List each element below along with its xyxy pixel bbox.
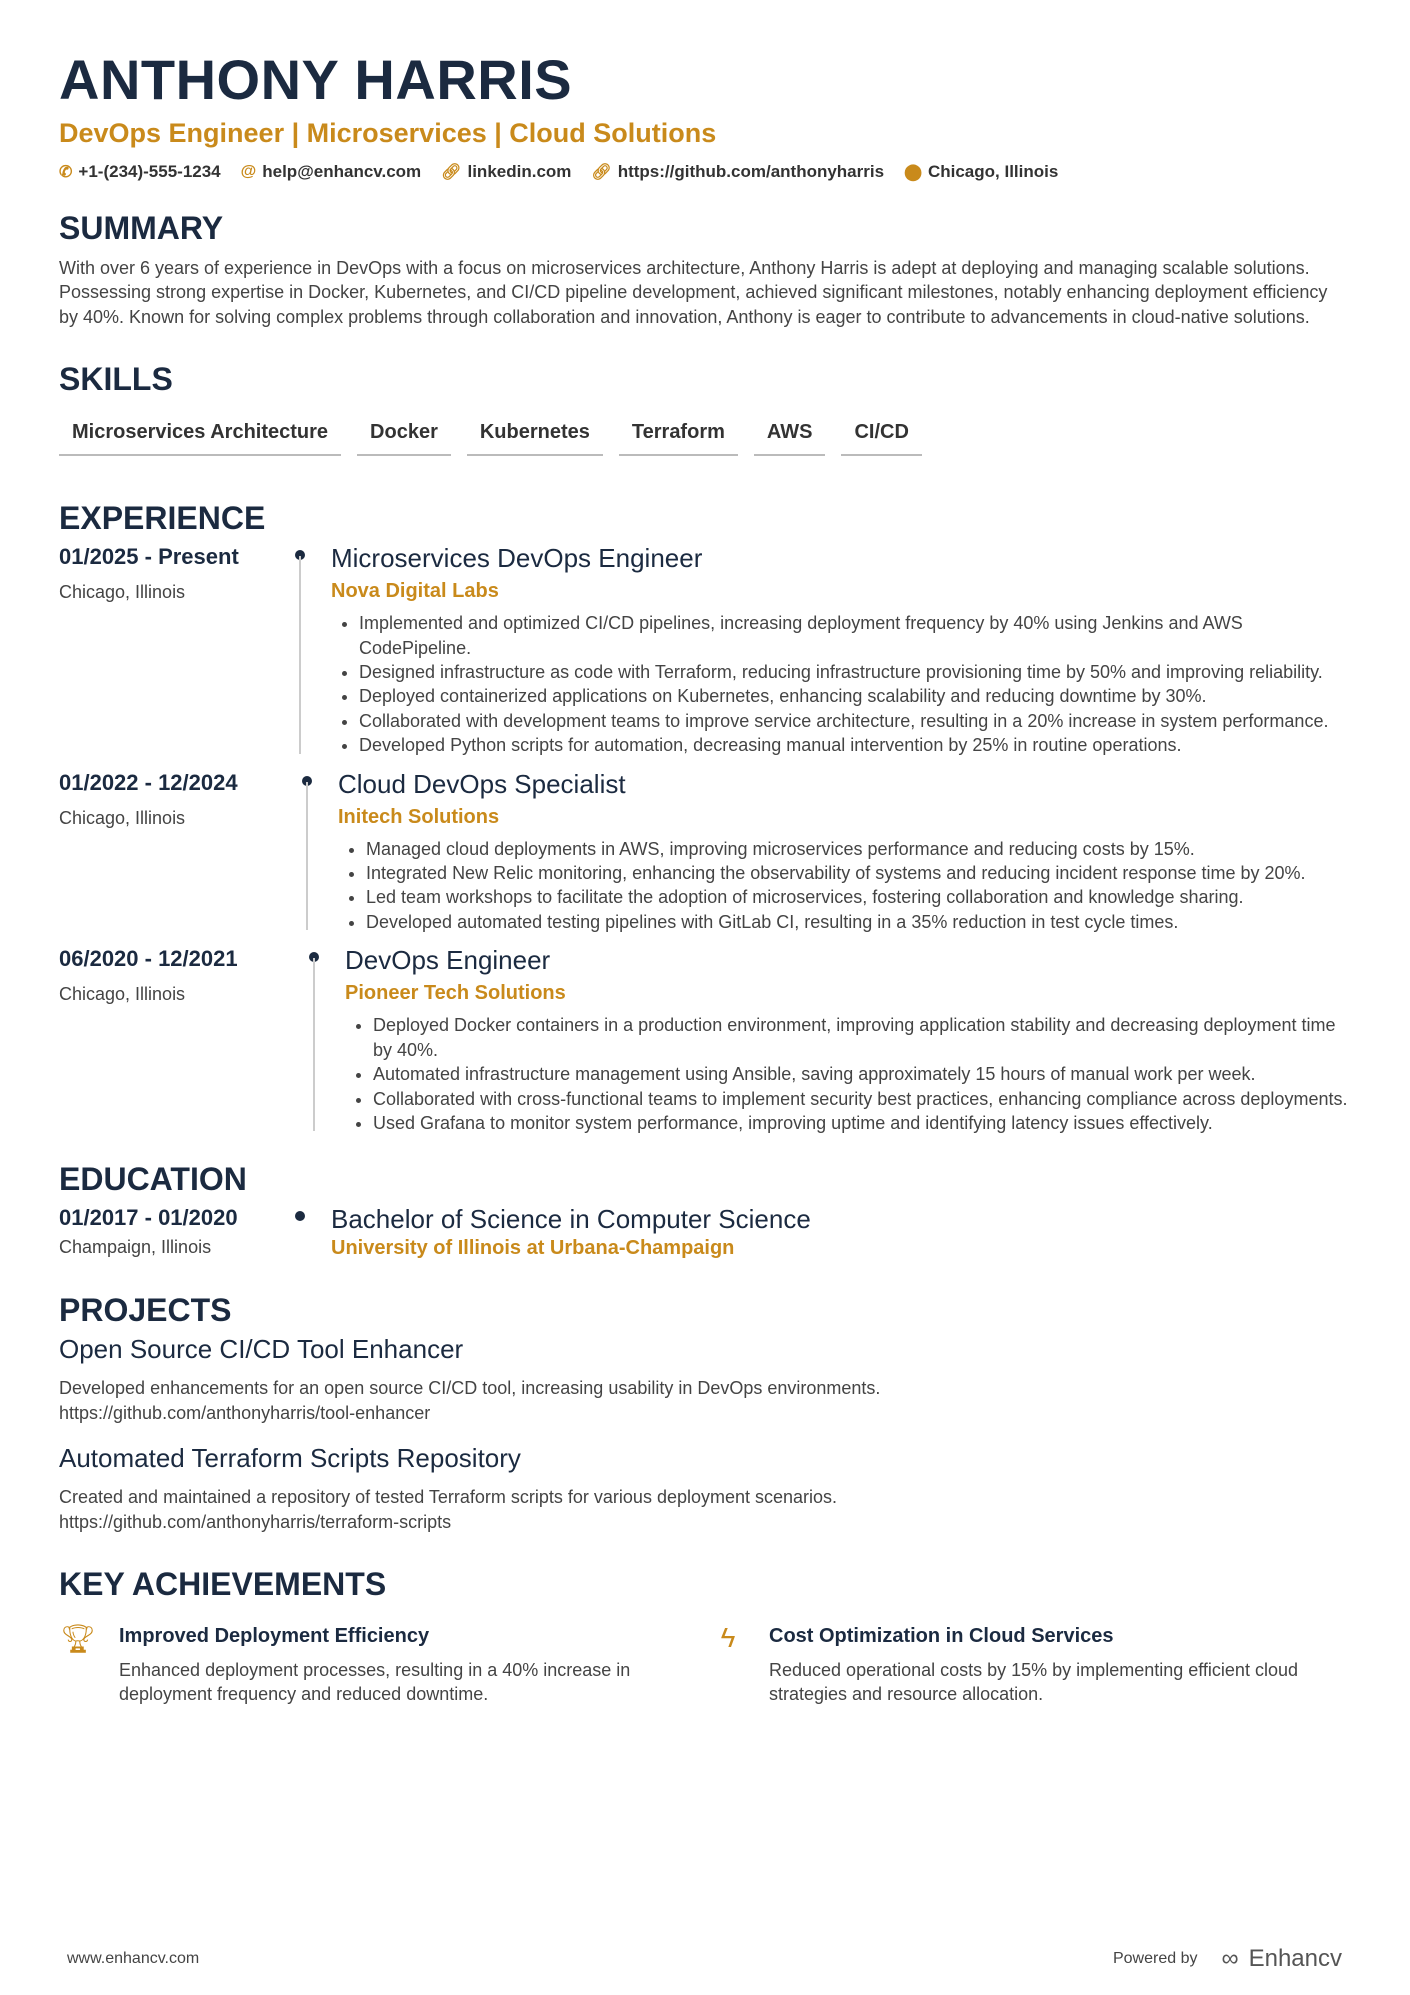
at-icon: @	[240, 163, 257, 180]
education-entry	[59, 1203, 1359, 1260]
education-meta	[59, 1203, 291, 1260]
powered-by	[1113, 1945, 1342, 1973]
project	[59, 1332, 1359, 1425]
resume	[59, 48, 1359, 1707]
education-location: Champaign, Illinois	[59, 1237, 212, 1258]
timeline-line	[299, 556, 301, 753]
job-title: Microservices DevOps Engineer	[331, 543, 703, 574]
timeline-line	[313, 958, 315, 1131]
timeline-dot	[295, 1211, 305, 1221]
contact-email[interactable]	[241, 162, 422, 182]
enhancv-logo-icon: ∞	[1221, 1945, 1239, 1972]
project-link[interactable]: https://github.com/anthonyharris/terraform-scripts	[59, 1511, 452, 1532]
lightning-icon: ϟ	[720, 1621, 736, 1653]
project-title: Open Source CI/CD Tool Enhancer	[59, 1334, 464, 1365]
contact-phone	[59, 162, 221, 182]
timeline	[291, 944, 345, 1135]
job-bullets	[345, 1013, 1359, 1135]
job-bullet: • Deployed containerized applications on Kubernetes, enhancing scalability and reducing downtime by 30%.	[359, 684, 1359, 708]
contact-text: linkedin.com	[467, 162, 572, 181]
contact-linkedin[interactable]	[441, 162, 571, 182]
skill-tag: CI/CD	[841, 417, 921, 456]
location-icon: ⬤	[904, 164, 922, 181]
job-bullets	[338, 837, 1359, 935]
job-details	[345, 944, 1359, 1135]
section-title: KEY ACHIEVEMENTS	[59, 1565, 387, 1602]
education-date: 01/2017 - 01/2020	[59, 1205, 238, 1231]
trophy-icon: 🏆︎	[60, 1622, 96, 1654]
section-title: PROJECTS	[59, 1292, 232, 1329]
degree: Bachelor of Science in Computer Science	[331, 1204, 811, 1235]
skill-tag: Kubernetes	[467, 417, 603, 456]
skill-tag: AWS	[754, 417, 826, 456]
skill-tag: Docker	[357, 417, 451, 456]
job-bullet: • Collaborated with cross-functional teams to implement security best practices, enhancing compliance across deployments.	[373, 1087, 1359, 1111]
contact-bar	[59, 162, 1359, 182]
footer	[67, 1945, 1342, 1973]
company-name: Pioneer Tech Solutions	[345, 982, 566, 1005]
skill-tag: Terraform	[619, 417, 738, 456]
timeline	[291, 542, 331, 757]
project-title: Automated Terraform Scripts Repository	[59, 1443, 521, 1474]
contact-location	[904, 162, 1058, 182]
candidate-name: ANTHONY HARRIS	[59, 48, 573, 111]
section-title: EXPERIENCE	[59, 500, 266, 537]
job-date: 01/2025 - Present	[59, 544, 239, 570]
project	[59, 1441, 1359, 1534]
enhancv-logo[interactable]	[1221, 1945, 1342, 1973]
contact-text: +1-(234)-555-1234	[78, 162, 221, 181]
job-location: Chicago, Illinois	[59, 582, 186, 603]
skill-tag: Microservices Architecture	[59, 417, 341, 456]
education-details	[331, 1203, 1359, 1260]
job-meta	[59, 944, 291, 1135]
job-bullets	[331, 611, 1359, 757]
company-name: Nova Digital Labs	[331, 580, 499, 603]
job-date: 01/2022 - 12/2024	[59, 769, 238, 795]
timeline	[291, 1203, 331, 1260]
skills-section	[59, 359, 1359, 456]
contact-github[interactable]	[591, 162, 884, 182]
project-link[interactable]: https://github.com/anthonyharris/tool-enhancer	[59, 1402, 431, 1423]
job-entry	[59, 542, 1359, 757]
link-icon: 🔗︎	[591, 164, 612, 181]
job-bullet: • Automated infrastructure management using Ansible, saving approximately 15 hours of manual work per week.	[373, 1062, 1359, 1086]
timeline-line	[306, 782, 308, 931]
education-section	[59, 1159, 1359, 1260]
project-description: Developed enhancements for an open source CI/CD tool, increasing usability in DevOps environments.	[59, 1378, 881, 1399]
achievement	[709, 1622, 1359, 1707]
job-bullet: • Implemented and optimized CI/CD pipelines, increasing deployment frequency by 40% using Jenkins and AWS CodePipeline.	[359, 611, 1359, 660]
section-title: EDUCATION	[59, 1161, 247, 1198]
job-bullet: • Integrated New Relic monitoring, enhancing the observability of systems and reducing incident response time by 20%.	[366, 861, 1359, 885]
footer-website[interactable]: www.enhancv.com	[67, 1950, 200, 1967]
job-date: 06/2020 - 12/2021	[59, 946, 238, 972]
powered-by-label: Powered by	[1112, 1950, 1198, 1967]
job-bullet: • Led team workshops to facilitate the adoption of microservices, fostering collaboration and knowledge sharing.	[366, 885, 1359, 909]
projects-section	[59, 1290, 1359, 1534]
job-title: Cloud DevOps Specialist	[338, 768, 626, 799]
timeline	[291, 768, 338, 935]
achievements-section	[59, 1564, 1359, 1707]
summary-text: With over 6 years of experience in DevOps with a focus on microservices architecture, Anthony Harris is adept at deploying and managing scalable solutions. Possessing strong expertise in Docker, Kubernetes, and CI/CD pipeline development, achieved significant milestones, notably enhancing deployment efficiency by 40%. Known for solving complex problems through collaboration and innovation, Anthony is eager to contribute to advancements in cloud-native solutions.	[59, 258, 1328, 327]
headline: DevOps Engineer | Microservices | Cloud Solutions	[59, 118, 717, 148]
achievement-description: Reduced operational costs by 15% by implementing efficient cloud strategies and resource allocation.	[769, 1659, 1298, 1705]
achievement-title: Cost Optimization in Cloud Services	[769, 1624, 1114, 1647]
project-description: Created and maintained a repository of tested Terraform scripts for various deployment scenarios.	[59, 1487, 838, 1508]
link-icon: 🔗︎	[441, 164, 462, 181]
job-bullet: • Designed infrastructure as code with Terraform, reducing infrastructure provisioning time by 50% and improving reliability.	[359, 660, 1359, 684]
job-location: Chicago, Illinois	[59, 984, 186, 1005]
contact-text: Chicago, Illinois	[927, 162, 1059, 181]
skill-list	[59, 417, 1359, 456]
brand-name: Enhancv	[1248, 1945, 1342, 1972]
job-meta	[59, 542, 291, 757]
job-bullet: • Deployed Docker containers in a production environment, improving application stability and decreasing deployment time by 40%.	[373, 1013, 1359, 1062]
section-title: SKILLS	[59, 361, 173, 398]
achievement-list	[59, 1622, 1359, 1707]
job-bullet: • Collaborated with development teams to improve service architecture, resulting in a 20% increase in system performance.	[359, 709, 1359, 733]
job-details	[331, 542, 1359, 757]
achievement	[59, 1622, 709, 1707]
job-entry	[59, 768, 1359, 935]
achievement-description: Enhanced deployment processes, resulting in a 40% increase in deployment frequency and reduced downtime.	[119, 1659, 631, 1705]
job-title: DevOps Engineer	[345, 945, 551, 976]
achievement-title: Improved Deployment Efficiency	[119, 1624, 430, 1647]
contact-text: https://github.com/anthonyharris	[617, 162, 885, 181]
job-details	[338, 768, 1359, 935]
job-meta	[59, 768, 291, 935]
job-entry	[59, 944, 1359, 1135]
phone-icon: ✆	[59, 164, 73, 181]
job-bullet: • Developed Python scripts for automation, decreasing manual intervention by 25% in routine operations.	[359, 733, 1359, 757]
job-bullet: • Developed automated testing pipelines with GitLab CI, resulting in a 35% reduction in test cycle times.	[366, 910, 1359, 934]
job-bullet: • Managed cloud deployments in AWS, improving microservices performance and reducing costs by 15%.	[366, 837, 1359, 861]
experience-section	[59, 498, 1359, 1135]
job-location: Chicago, Illinois	[59, 807, 186, 828]
job-bullet: • Used Grafana to monitor system performance, improving uptime and identifying latency issues effectively.	[373, 1111, 1359, 1135]
school: University of Illinois at Urbana-Champaign	[331, 1237, 735, 1260]
summary-section	[59, 208, 1359, 329]
section-title: SUMMARY	[59, 210, 224, 246]
company-name: Initech Solutions	[338, 805, 500, 828]
contact-text: help@enhancv.com	[262, 162, 422, 181]
